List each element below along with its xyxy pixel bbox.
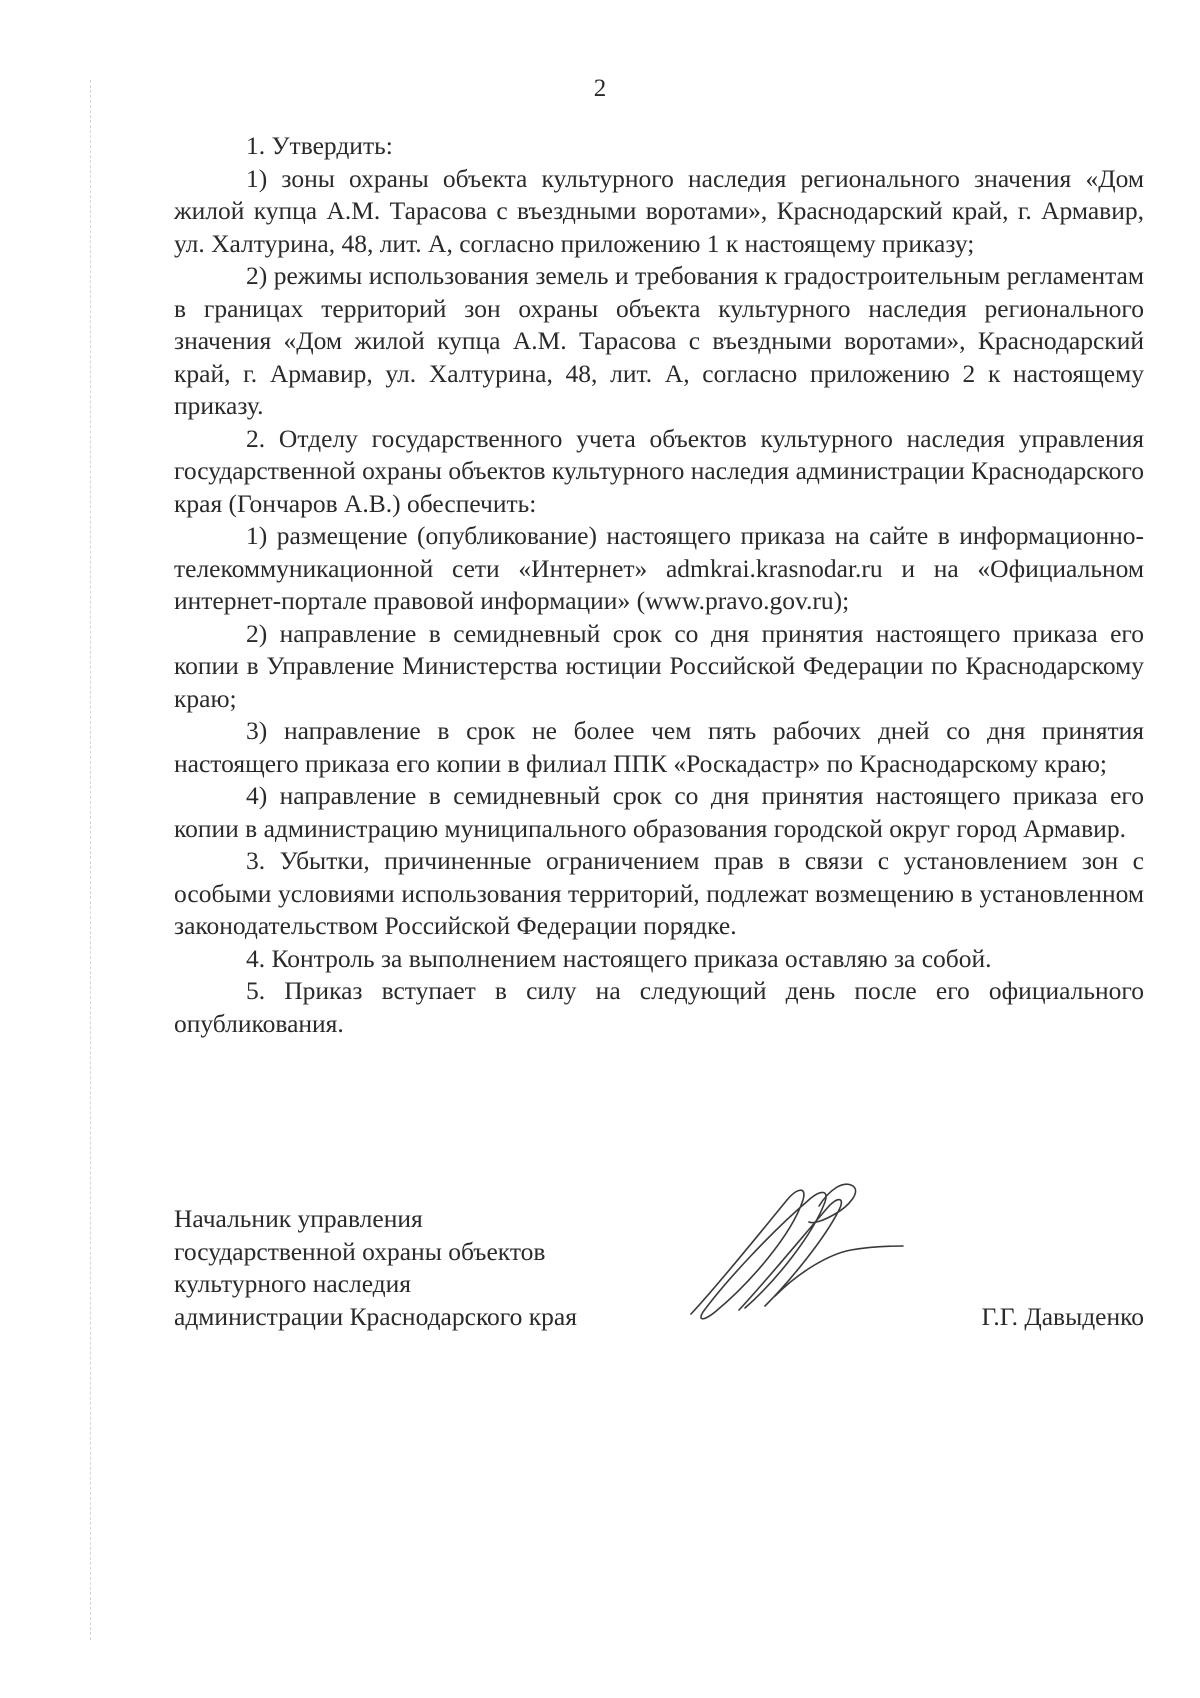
scan-edge-line [90, 80, 91, 1640]
document-body [174, 130, 1144, 1040]
item-1-approve: 1. Утвердить: [246, 131, 393, 160]
signatory-position-line: Начальник управления [174, 1204, 423, 1233]
item-3-losses-compensation: 3. Убытки, причиненные ограничением прав в связи с установлением зон с особыми условиями использования территорий, подлежат возмещению в установленном законодательством Российской Федерации порядке. [174, 846, 1144, 940]
item-2-3-roskadastr: 3) направление в срок не более чем пять рабочих дней со дня принятия настоящего приказа его копии в филиал ППК «Роскадастр» по Краснодарскому краю; [174, 716, 1144, 778]
signatory-position-line: администрации Краснодарского края [174, 1301, 577, 1331]
item-4-control: 4. Контроль за выполнением настоящего приказа оставляю за собой. [246, 943, 992, 973]
item-1-1-protection-zones: 1) зоны охраны объекта культурного наследия регионального значения «Дом жилой купца А.М. Тарасова с въездными воротами», Краснодарский край, г. Армавир, ул. Халтурина, 48, лит. А, согласно приложению 1 к настоящему приказу; [174, 163, 1144, 258]
item-5-effective-date: 5. Приказ вступает в силу на следующий день после его официального опубликования. [174, 976, 1144, 1038]
signatory-name: Г.Г. Давыденко [981, 1301, 1144, 1331]
signatory-position-line: государственной охраны объектов [174, 1236, 546, 1266]
item-2-2-ministry-of-justice: 2) направление в семидневный срок со дня принятия настоящего приказа его копии в Управление Министерства юстиции Российской Федерации по Краснодарскому краю; [174, 618, 1144, 713]
signatory-position-line: культурного наследия [174, 1269, 412, 1298]
item-2-4-municipal-administration: 4) направление в семидневный срок со дня принятия настоящего приказа его копии в администрацию муниципального образования городской округ город Армавир. [174, 781, 1144, 843]
item-2-department-tasks: 2. Отделу государственного учета объектов культурного наследия управления государственной охраны объектов культурного наследия администрации Краснодарского края (Гончаров А.В.) обеспечить: [174, 423, 1144, 518]
handwritten-signature [679, 1176, 909, 1326]
item-2-1-publication: 1) размещение (опубликование) настоящего приказа на сайте в информационно-телекоммуникационной сети «Интернет» admkrai.krasnodar.ru и на «Официальном интернет-портале правовой информации» (www.pravo.gov.ru); [174, 521, 1144, 615]
signature-block [174, 1203, 1144, 1363]
page-number: 2 [593, 75, 607, 102]
item-1-2-land-use-regimes: 2) режимы использования земель и требования к градостроительным регламентам в границах территорий зон охраны объекта культурного наследия регионального значения «Дом жилой купца А.М. Тарасова с въездными воротами», Краснодарский край, г. Армавир, ул. Халтурина, 48, лит. А, согласно приложению 2 к настоящему приказу. [174, 261, 1144, 420]
